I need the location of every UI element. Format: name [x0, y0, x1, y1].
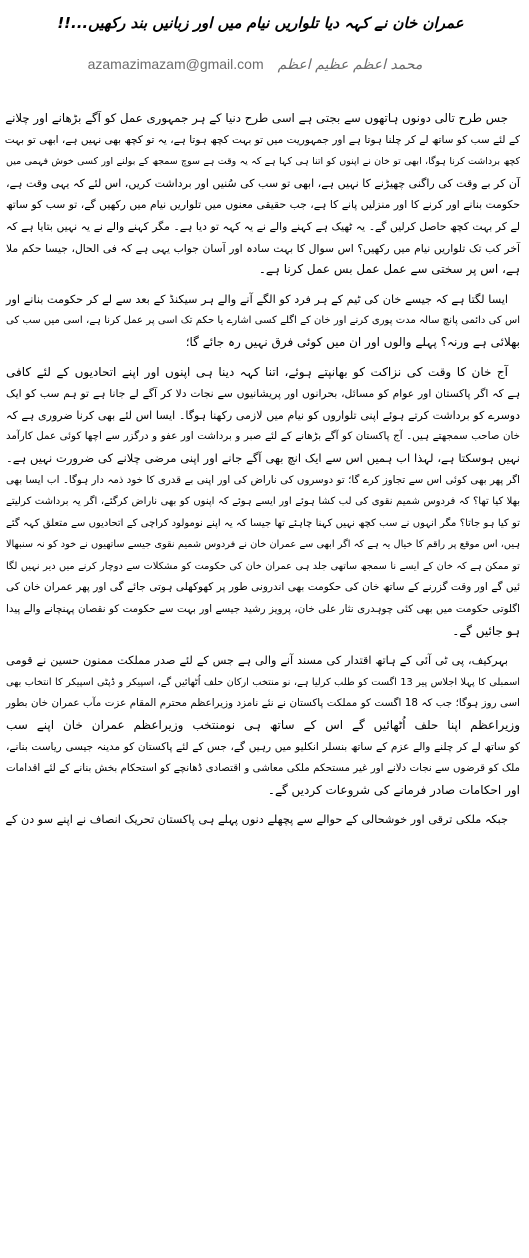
- text-line: کچھ برداشت کرنا ہوگا، ابھی تو خان نے اپنوں کو اتنا ہی کہا ہے کہ یہ وقت ہے سوچ سمجھ کے بولنے اور کسی خوش فہمی میں: [6, 156, 520, 168]
- text-line: کے لئے سب کو ساتھ لے کر چلنا ہوتا ہے اور جمہوریت میں تو بہت کچھ ہوتا ہے، یہ تو کچھ بھی نہیں ہے، ابھی تو بہت: [4, 133, 520, 146]
- text-line: ہے، اس پر سختی سے عمل عمل بس عمل کرنا ہے۔: [258, 262, 520, 277]
- text-line: بہرکیف، پی ٹی آئی کے ہاتھ اقتدار کی مسند آنے والی ہے جس کے لئے صدر مملکت ممنون حسین نے قومی: [6, 654, 508, 668]
- paragraph: [6, 289, 520, 354]
- text-line: ہیں، اس موقع پر راقم کا خیال یہ ہے کہ اگر ابھی سے عمران خان نے فردوس شمیم نقوی جیسے ساتھیوں نے خود کو نہ سنبھالا: [6, 539, 520, 551]
- paragraph: [6, 650, 520, 801]
- paragraph-gap: [6, 354, 520, 362]
- text-line: ایسا لگتا ہے کہ جیسے خان کی ٹیم کے ہر فرد کو الگے آنے والے ہر سیکنڈ کے بعد سے لے کر حکومت بنانے اور: [6, 292, 508, 306]
- text-line: اگر پھر بھی کوئی اس سے تجاوز کرے گا؛ تو دوسروں کی ناراض کی اور اپنی بے قدری کا خود ذمہ دار ہوگا۔ اب ایسا بھی: [6, 473, 520, 486]
- text-line: بھلائی ہے ورنہ؟ پہلے والوں اور ان میں کوئی فرق نہیں رہ جائے گا؛: [185, 334, 520, 349]
- text-line: آن کر بے وقت کی راگنی چھیڑنے کا نہیں ہے، ابھی تو سب کی سُنیں اور برداشت کریں، اس لئے کہ یہی وقت ہے،: [6, 176, 520, 190]
- text-line: وزیراعظم اپنا حلف اُٹھائیں گے اس کے ساتھ ہی نومنتخب وزیراعظم عمران خان اپنے سب: [6, 718, 520, 733]
- author-name: محمد اعظم عظیم اعظم: [277, 57, 423, 73]
- article-body: [6, 108, 520, 831]
- text-line: جس طرح تالی دونوں ہاتھوں سے بجتی ہے اسی طرح دنیا کے ہر جمہوری عمل کو آگے بڑھانے اور چلانے: [5, 111, 508, 125]
- text-line: آخر کب تک تلواریں نیام میں رکھیں؟ اس سوال کا بہت سادہ اور آسان جواب یہی ہے کہ فی الحال، جیسا حکم ملا: [6, 241, 520, 255]
- byline: [87, 56, 423, 73]
- paragraph-gap: [6, 642, 520, 650]
- text-line: جبکہ ملکی ترقی اور خوشحالی کے حوالے سے پچھلے دنوں پہلے ہی پاکستان تحریک انصاف نے اپنے سو دن کے: [5, 813, 508, 827]
- paragraph-gap: [6, 801, 520, 809]
- paragraph-gap: [6, 281, 520, 289]
- paragraph: [6, 809, 520, 831]
- text-line: اور احکامات صادر فرمانے کی شروعات کردیں گے۔: [267, 782, 520, 797]
- author-email: azamazimazam@gmail.com: [87, 56, 264, 72]
- text-line: ہے کہ اگر پاکستان اور عوام کو مسائل، بحرانوں اور پریشانیوں سے نجات دلا کر آگے لے جانا ہے تو ہم سب کو ایک: [6, 387, 520, 401]
- text-line: خان صاحب سمجھتے ہیں۔ آج پاکستان کو آگے بڑھانے کے لئے صبر و برداشت اور عفو و درگزر سے اچھا کوئی عمل کارآمد: [6, 430, 520, 443]
- text-line: کو ساتھ لے کر چلنے والے عزم کے ساتھ بنسلر انکلیو میں رہیں گے، جس کے لئے پاکستان کو مدینہ جیسی ریاست بنانے،: [6, 740, 520, 753]
- text-line: ئیں گے اور وقت گزرنے کے ساتھ خان کی حکومت بھی اندرونی طور پر کھوکھلی ہوتی جائے گی اور پھر عمران خان کی: [6, 581, 520, 594]
- paragraph: [6, 362, 520, 643]
- text-line: اگلوتی حکومت میں بھی کئی چوہدری نثار علی خان، پرویز رشید جیسے اور بہت سے حکومت کو نقصان پہنچانے والے پیدا: [6, 603, 520, 616]
- text-line: تو کیا ہو جاتا؟ مگر انہوں نے سب کچھ نہیں کہنا چاہئے تھا جیسا کہ یہ اپنے نومولود کراچی کے اتحادیوں سے متعلق کہہ گئے: [6, 517, 520, 529]
- text-line: لے کر بہت کچھ حاصل کرلیں گے۔ یہ ٹھیک ہے کہنے والے نے یہ کہہ تو دیا ہے۔ مگر کہنے والے نے یہ نہیں بتایا ہے کہ: [6, 219, 520, 233]
- text-line: ہو جائیں گے۔: [452, 623, 520, 638]
- text-line: آج خان کا وقت کی نزاکت کو بھانپتے ہوئے، اتنا کہہ دینا ہی اپنوں اور اپنے اتحادیوں کے لئے کافی: [6, 364, 508, 379]
- text-line: دوسرے کو برداشت کرتے ہوئے اپنی تلواروں کو نیام میں لازمی رکھنا ہوگا۔ ایسا اس لئے بھی کرنا ضروری ہے کہ: [6, 408, 520, 422]
- text-line: تو ممکن ہے کہ خان کے ایسے نا سمجھ ساتھی جلد ہی عمران خان کی حکومت کو مشکلات سے دوچار کرنے میں دیر نہیں لگا: [6, 560, 520, 572]
- text-line: اسمبلی کا پہلا اجلاس پیر 13 اگست کو طلب کرلیا ہے، نو منتخب ارکان حلف اُٹھائیں گے، اسپیکر و ڈپٹی اسپیکر کا انتخاب بھی: [6, 676, 521, 688]
- text-line: ملک کو قرضوں سے نجات دلانے اور غیر مستحکم ملکی معاشی و اقتصادی ڈھانچے کو استحکام بخش بنانے کے لئے اقدامات: [6, 762, 520, 775]
- text-line: اسی روز ہوگا؛ جب کہ 18 اگست کو مملکت پاکستان نے نئے نامزد وزیراعظم محترم المقام عزت مآب عمران خان بطور: [6, 697, 520, 710]
- text-line: نہیں ہوسکتا ہے، لہذا اب ہمیں اس سے ایک انچ بھی آگے جانے اور اپنی مرضی چلانے کی ضرورت نہیں ہے۔: [6, 450, 520, 465]
- text-line: بھلا کیا تھا؟ کہ فردوس شمیم نقوی کی لب کشا ہوئے اور ایسے ہوئے کہ اپنوں کو بھی ناراض کرگئے، اگر یہ برداشت کرلیتے: [6, 496, 520, 508]
- paragraph: [6, 108, 520, 281]
- text-line: حکومت بنانے اور کرنے کا اور منزلیں پانے کا ہے، جب حقیقی معنوں میں تلواریں نیام میں رکھیں گے، تو سب کو ساتھ: [6, 198, 520, 212]
- article-title: عمران خان نے کہہ دیا تلواریں نیام میں اور زبانیں بند رکھیں...!!: [57, 14, 464, 32]
- text-line: اس کی دائمی پانچ سالہ مدت پوری کرنے اور خان کے اگلے کسی اشارے یا حکم تک اسی پر عمل کرنا ہے، اسی میں سب کی: [6, 315, 520, 327]
